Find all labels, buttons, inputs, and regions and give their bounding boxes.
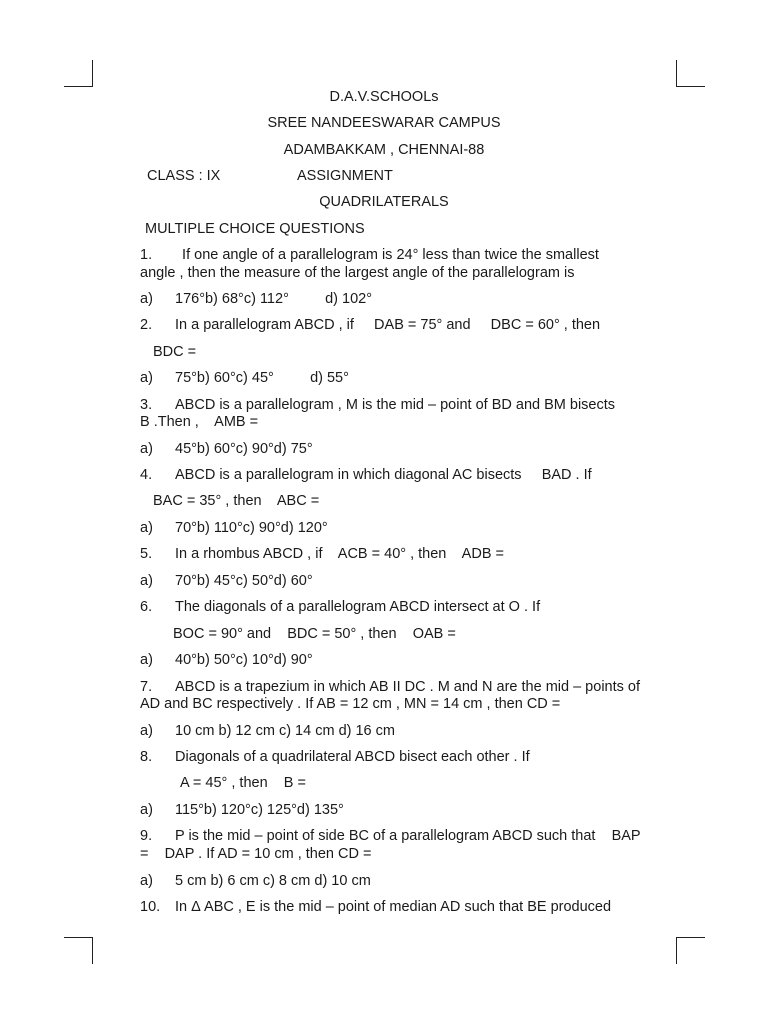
options-label: a) xyxy=(140,370,153,386)
options-label: a) xyxy=(140,802,153,818)
question-text: BDC = xyxy=(153,344,197,360)
answer-options: 70°b) 110°c) 90°d) 120° xyxy=(175,520,328,536)
crop-mark-bottom-right-horizontal xyxy=(676,937,705,938)
question-number: 2. xyxy=(140,317,153,333)
school-name: D.A.V.SCHOOLs xyxy=(329,89,439,105)
question-number: 1. xyxy=(140,247,153,263)
question-text: BOC = 90° and BDC = 50° , then OAB = xyxy=(173,626,456,642)
question-number: 6. xyxy=(140,599,153,615)
crop-mark-bottom-left-vertical xyxy=(92,937,93,964)
question-text: = DAP . If AD = 10 cm , then CD = xyxy=(140,846,372,862)
question-text: AD and BC respectively . If AB = 12 cm , MN = 14 cm , then CD = xyxy=(140,696,561,712)
question-text: In a parallelogram ABCD , if DAB = 75° and DBC = 60° , then xyxy=(175,317,601,333)
question-text: angle , then the measure of the largest angle of the parallelogram is xyxy=(140,265,575,281)
document-type: ASSIGNMENT xyxy=(297,168,393,184)
question-text: In a rhombus ABCD , if ACB = 40° , then ADB = xyxy=(175,546,504,562)
answer-options: 75°b) 60°c) 45° d) 55° xyxy=(175,370,349,386)
answer-options: 5 cm b) 6 cm c) 8 cm d) 10 cm xyxy=(175,873,371,889)
question-number: 10. xyxy=(140,899,161,915)
question-text: In Δ ABC , E is the mid – point of median AD such that BE produced xyxy=(175,899,612,915)
school-address: ADAMBAKKAM , CHENNAI-88 xyxy=(283,142,485,158)
class-label: CLASS : IX xyxy=(147,168,221,184)
question-number: 7. xyxy=(140,679,153,695)
campus-name: SREE NANDEESWARAR CAMPUS xyxy=(267,115,501,131)
question-number: 5. xyxy=(140,546,153,562)
question-text: B .Then , AMB = xyxy=(140,414,259,430)
crop-mark-top-right-horizontal xyxy=(676,86,705,87)
options-label: a) xyxy=(140,873,153,889)
question-text: If one angle of a parallelogram is 24° less than twice the smallest xyxy=(174,247,599,263)
crop-mark-bottom-right-vertical xyxy=(676,937,677,964)
section-heading: MULTIPLE CHOICE QUESTIONS xyxy=(145,221,365,237)
options-label: a) xyxy=(140,291,153,307)
crop-mark-top-right-vertical xyxy=(676,60,677,87)
crop-mark-bottom-left-horizontal xyxy=(64,937,93,938)
crop-mark-top-left-vertical xyxy=(92,60,93,87)
question-text: The diagonals of a parallelogram ABCD intersect at O . If xyxy=(175,599,541,615)
options-label: a) xyxy=(140,520,153,536)
question-number: 9. xyxy=(140,828,153,844)
question-number: 8. xyxy=(140,749,153,765)
options-label: a) xyxy=(140,652,153,668)
answer-options: 70°b) 45°c) 50°d) 60° xyxy=(175,573,313,589)
answer-options: 10 cm b) 12 cm c) 14 cm d) 16 cm xyxy=(175,723,395,739)
answer-options: 40°b) 50°c) 10°d) 90° xyxy=(175,652,313,668)
options-label: a) xyxy=(140,441,153,457)
answer-options: 45°b) 60°c) 90°d) 75° xyxy=(175,441,313,457)
question-text: ABCD is a parallelogram in which diagonal AC bisects BAD . If xyxy=(175,467,592,483)
options-label: a) xyxy=(140,573,153,589)
topic-title: QUADRILATERALS xyxy=(319,194,449,210)
question-number: 4. xyxy=(140,467,153,483)
question-text: P is the mid – point of side BC of a parallelogram ABCD such that BAP xyxy=(175,828,641,844)
question-text: ABCD is a parallelogram , M is the mid – point of BD and BM bisects xyxy=(175,397,616,413)
answer-options: 115°b) 120°c) 125°d) 135° xyxy=(175,802,344,818)
question-text: A = 45° , then B = xyxy=(180,775,306,791)
question-text: Diagonals of a quadrilateral ABCD bisect each other . If xyxy=(175,749,530,765)
question-text: ABCD is a trapezium in which AB II DC . M and N are the mid – points of xyxy=(175,679,640,695)
crop-mark-top-left-horizontal xyxy=(64,86,93,87)
answer-options: 176°b) 68°c) 112° d) 102° xyxy=(175,291,373,307)
options-label: a) xyxy=(140,723,153,739)
question-text: BAC = 35° , then ABC = xyxy=(153,493,320,509)
question-number: 3. xyxy=(140,397,153,413)
